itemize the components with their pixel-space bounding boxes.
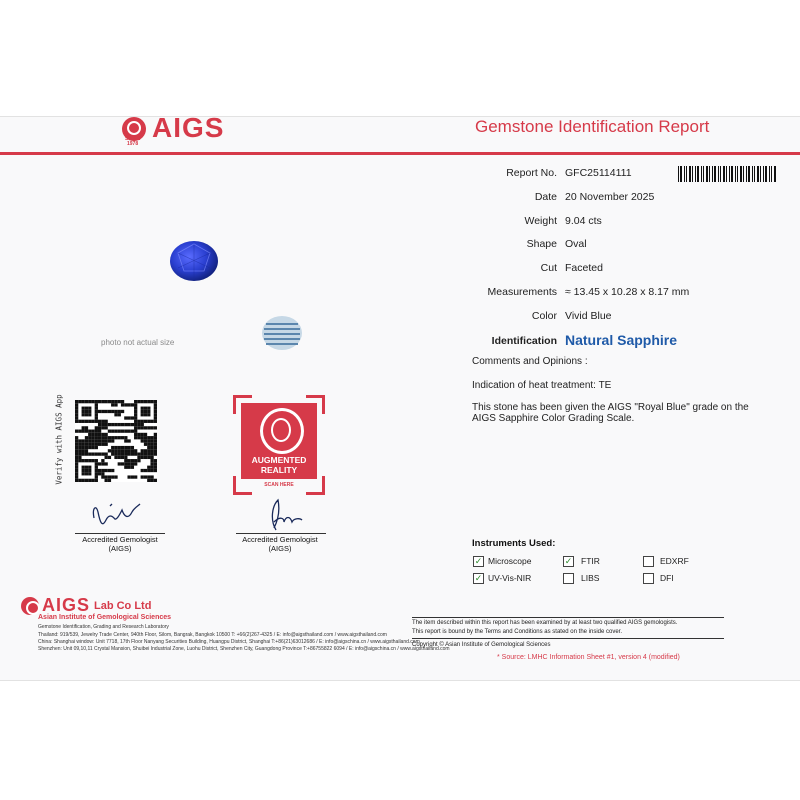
- identification-label: Identification: [491, 335, 557, 347]
- footer-source: * Source: LMHC Information Sheet #1, version 4 (modified): [497, 654, 680, 661]
- instrument-label: Microscope: [488, 556, 532, 566]
- checkbox-uv-vis-nir[interactable]: ✓: [474, 573, 483, 583]
- signature-1-org: (AIGS): [108, 544, 132, 553]
- company-emblem-icon: [21, 597, 39, 615]
- comments-heading: Comments and Opinions :: [472, 356, 588, 367]
- ar-scan-text: SCAN HERE: [264, 482, 294, 488]
- company-logo: AIGS: [42, 595, 91, 615]
- heat-treatment-text: Indication of heat treatment: TE: [472, 380, 612, 391]
- checkbox-microscope[interactable]: ✓: [474, 556, 483, 566]
- ar-line2: REALITY: [260, 465, 298, 475]
- field-value: Faceted: [565, 262, 603, 274]
- instrument-label: LIBS: [581, 573, 600, 583]
- grade-text-line2: AIGS Sapphire Color Grading Scale.: [472, 413, 635, 424]
- field-label: Cut: [540, 262, 557, 274]
- field-label: Measurements: [487, 286, 557, 298]
- company-tagline: Gemstone Identification, Grading and Research Laboratory: [38, 624, 169, 630]
- checkbox-dfi[interactable]: [643, 573, 654, 584]
- signature-2: [256, 496, 316, 534]
- field-value: 20 November 2025: [565, 191, 655, 203]
- gem-photo: [168, 238, 220, 284]
- ar-line1: AUGMENTED: [251, 455, 307, 465]
- field-label: Date: [534, 191, 557, 203]
- report-sheet: [0, 116, 800, 681]
- instrument-label: UV-Vis-NIR: [488, 573, 532, 583]
- signature-2-title: Accredited Gemologist: [242, 535, 318, 544]
- footer-line1: The item described within this report has been examined by at least two qualified AIGS gemologists.: [412, 620, 678, 626]
- field-value: 9.04 cts: [565, 215, 602, 227]
- emblem-year: 1978: [127, 141, 139, 147]
- identification-value: Natural Sapphire: [565, 332, 678, 348]
- instrument-label: EDXRF: [660, 556, 689, 566]
- field-value: ≈ 13.45 x 10.28 x 8.17 mm: [565, 286, 690, 298]
- header-rule: [0, 152, 800, 155]
- address-shenzhen: Shenzhen: Unit 09,10,11 Crystal Mansion, Shuibei Industrial Zone, Luohu District, Shenzhen City, Guangdong Province T:+86755822 6094 / E: info@aigschina.cn / www.aigsthailand.com: [38, 646, 450, 652]
- field-label: Shape: [526, 238, 557, 250]
- ar-gem-icon: [271, 418, 291, 442]
- barcode: [678, 166, 778, 182]
- sign-line-1: [75, 533, 165, 534]
- address-thailand: Thailand: 919/539, Jewelry Trade Center, 940th Floor, Silom, Bangrak, Bangkok 10500 T: +66(2)267-4325 / E: info@aigsthailand.com / www.aigsthailand.com: [38, 632, 387, 638]
- ar-badge: [241, 403, 317, 479]
- grade-text: This stone has been given the AIGS "Royal Blue" grade on the: [472, 402, 749, 413]
- field-value: GFC25114111: [565, 167, 632, 179]
- signature-2-org: (AIGS): [268, 544, 292, 553]
- instrument-label: FTIR: [581, 556, 600, 566]
- footer-copyright: Copyright © Asian Institute of Gemological Sciences: [412, 642, 551, 648]
- field-label: Color: [531, 310, 557, 322]
- header-logo: AIGS: [152, 112, 225, 143]
- photo-caption: photo not actual size: [101, 338, 175, 347]
- footer-rule-top: [412, 617, 724, 618]
- signature-1: [86, 498, 156, 532]
- field-value: Oval: [565, 238, 587, 250]
- sign-line-2: [236, 533, 326, 534]
- field-value: Vivid Blue: [565, 310, 612, 322]
- address-china: China: Shanghai window: Unit 7718, 17th Floor Nanyang Securities Building, Huangpu District, Shanghai T:+86(21)63012686 / E: info@aigschina.cn / www.aigsthailand.com: [38, 639, 420, 645]
- signature-1-title: Accredited Gemologist: [82, 535, 158, 544]
- report-title: Gemstone Identification Report: [475, 117, 710, 136]
- checkbox-edxrf[interactable]: [643, 556, 654, 567]
- field-label: Weight: [524, 215, 557, 227]
- footer-line2: This report is bound by the Terms and Conditions as stated on the inside cover.: [412, 629, 623, 635]
- company-name: Lab Co Ltd: [94, 600, 152, 612]
- company-full-name: Asian Institute of Gemological Sciences: [38, 614, 172, 621]
- checkbox-libs[interactable]: [563, 573, 574, 584]
- instruments-heading: Instruments Used:: [472, 538, 556, 549]
- verify-app-text: Verify with AIGS App: [54, 394, 64, 485]
- augmented-reality-marker[interactable]: [233, 395, 325, 495]
- footer-rule-bottom: [412, 638, 724, 639]
- instrument-label: DFI: [660, 573, 674, 583]
- field-label: Report No.: [506, 167, 557, 179]
- emblem-since: SINCE: [125, 136, 141, 142]
- checkbox-ftir[interactable]: ✓: [564, 556, 573, 566]
- qr-code[interactable]: [75, 400, 157, 482]
- hologram-seal-icon: [260, 314, 304, 352]
